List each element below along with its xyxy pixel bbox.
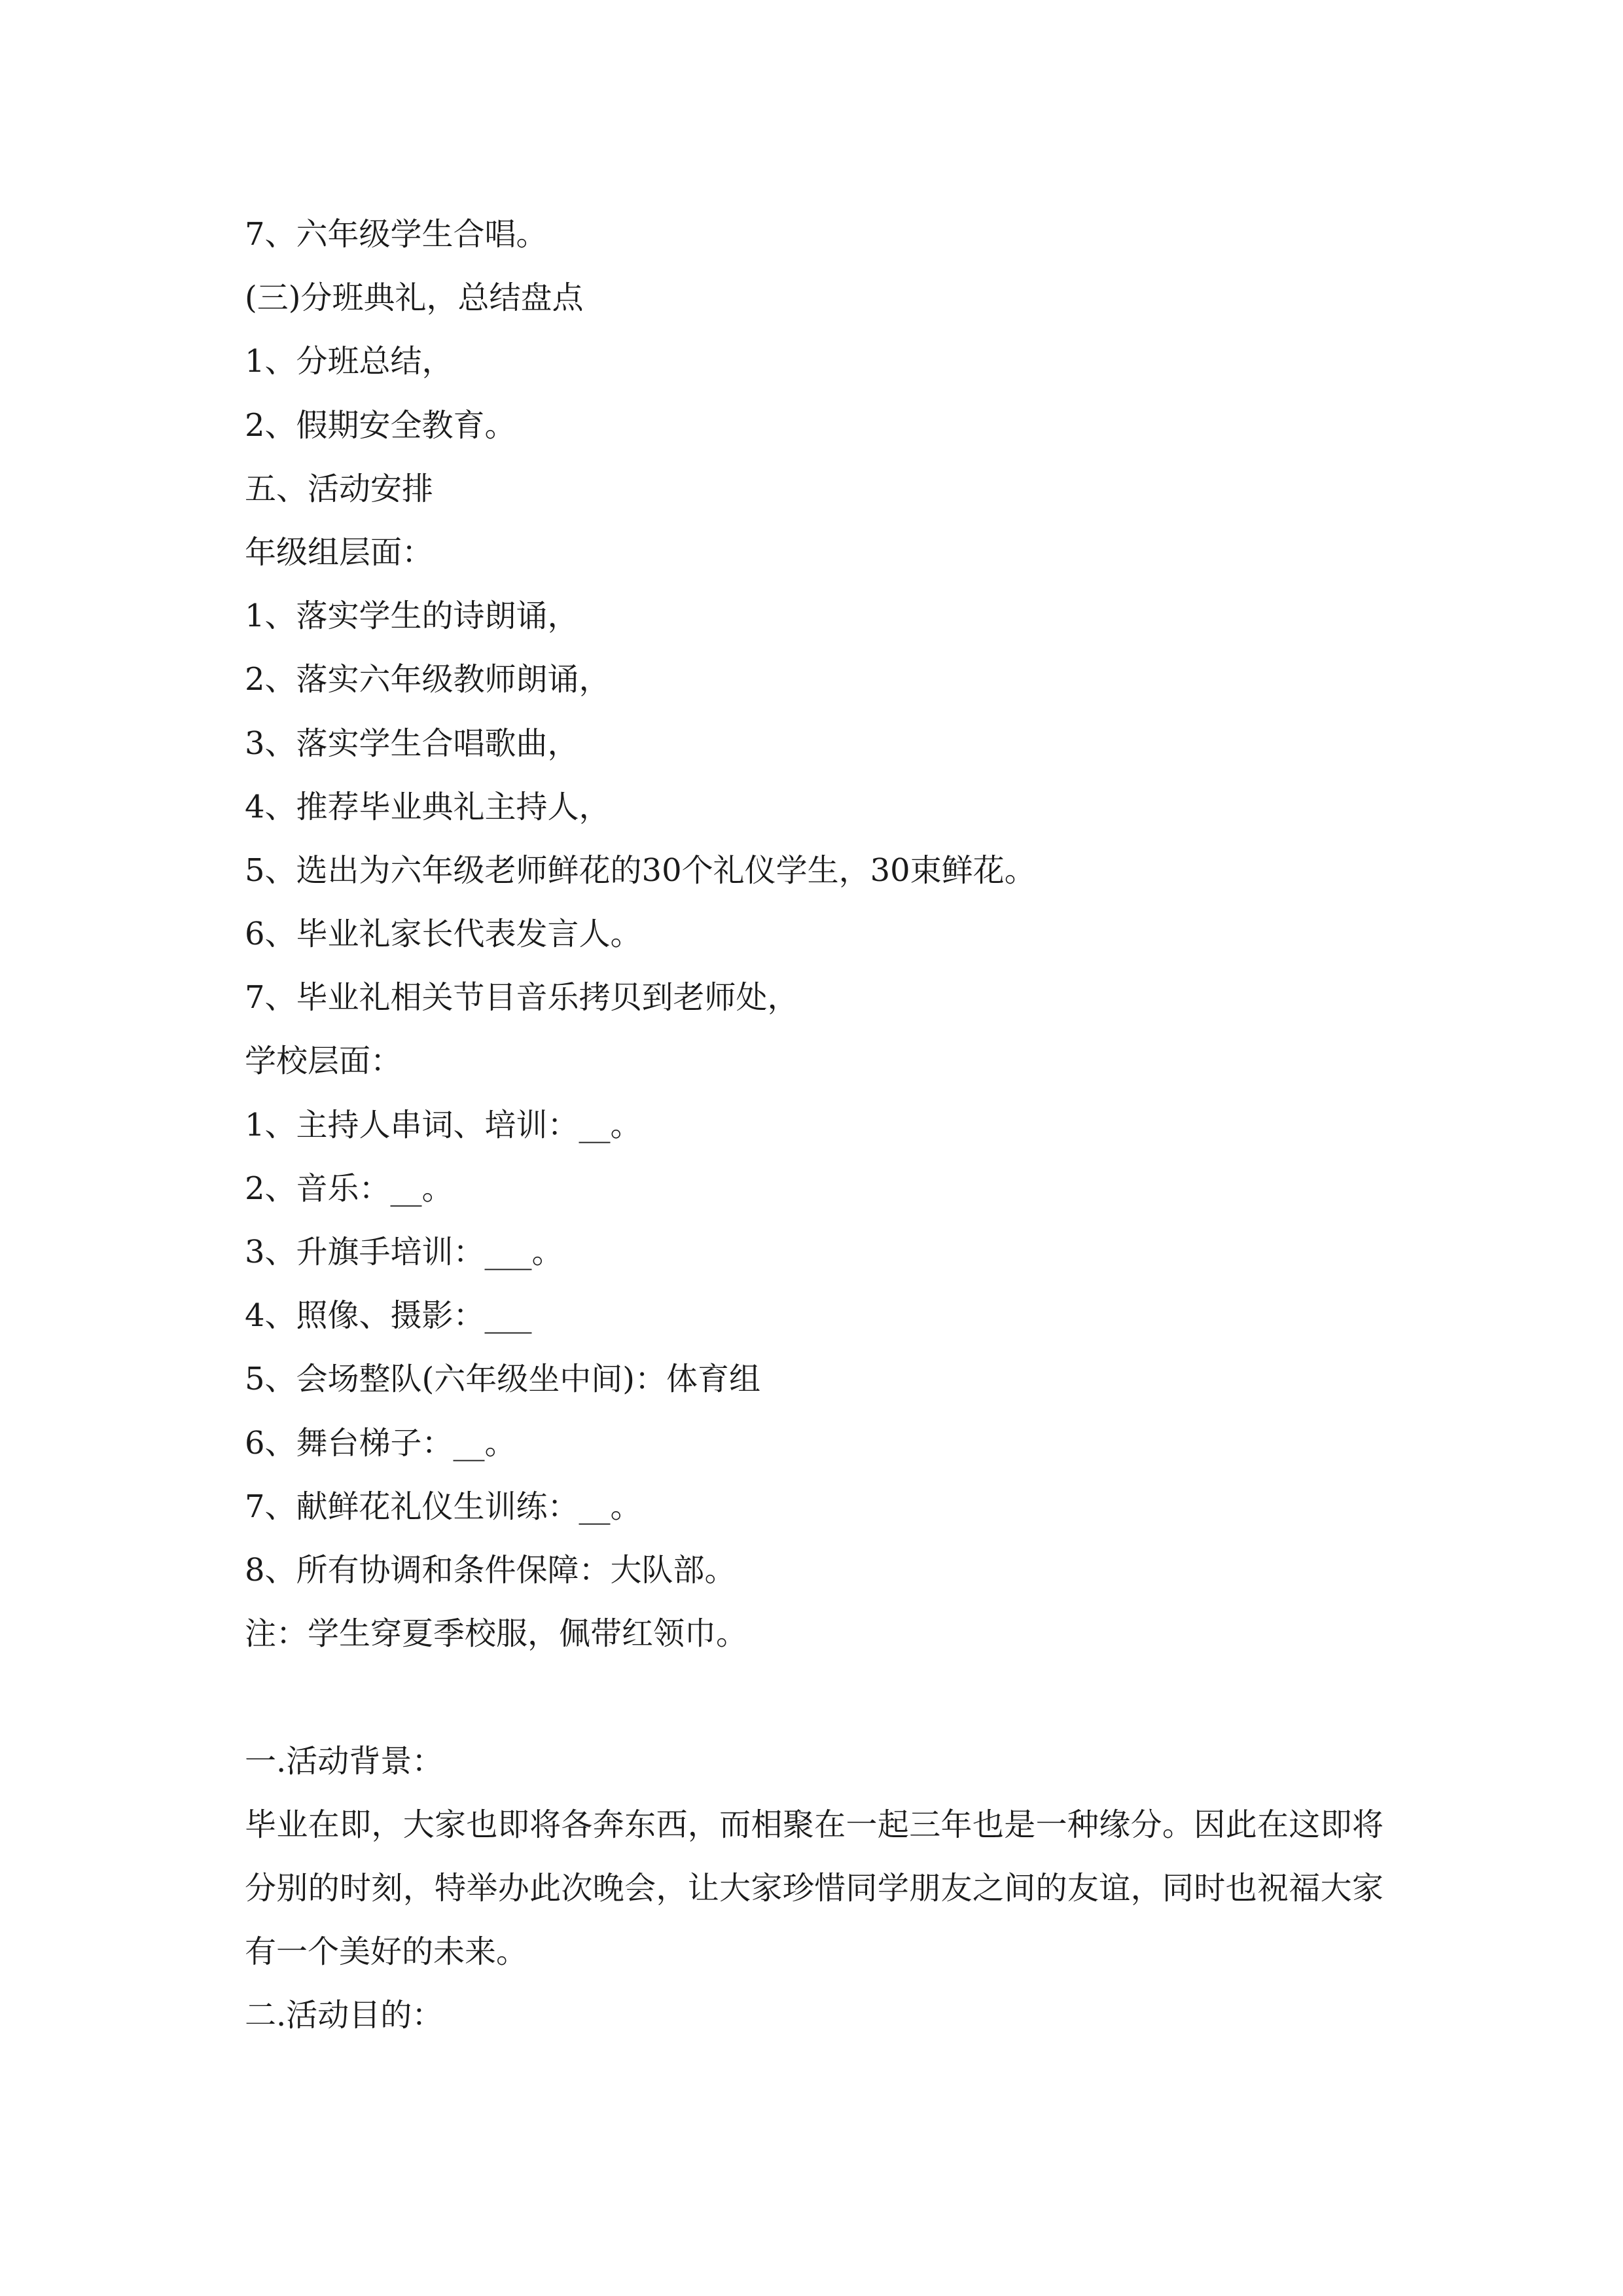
- text-line: 7、毕业礼相关节目音乐拷贝到老师处，: [245, 979, 799, 1016]
- document-body: [245, 203, 1383, 2047]
- text-line: 2、落实六年级教师朗诵，: [245, 661, 611, 698]
- text-line: 5、会场整队(六年级坐中间)：体育组: [245, 1361, 760, 1398]
- text-line: 7、献鲜花礼仪生训练：__。: [245, 1488, 642, 1525]
- body-paragraph: 毕业在即，大家也即将各奔东西，而相聚在一起三年也是一种缘分。因此在这即将分别的时刻，特举办此次晚会，让大家珍惜同学朋友之间的友谊，同时也祝福大家有一个美好的未来。: [245, 1806, 1383, 1971]
- text-line: 6、毕业礼家长代表发言人。: [245, 916, 642, 953]
- section-heading: 一.活动背景：: [245, 1742, 444, 1780]
- text-line: 2、音乐：__。: [245, 1170, 454, 1207]
- subsection-heading: 年级组层面：: [245, 533, 434, 571]
- section-heading: 五、活动安排: [245, 470, 434, 507]
- text-line: 4、推荐毕业典礼主持人，: [245, 788, 611, 825]
- blank-spacer: [245, 1666, 1383, 1729]
- text-line: 1、分班总结，: [245, 343, 454, 380]
- note-line: 注：学生穿夏季校服，佩带红领巾。: [245, 1615, 748, 1653]
- text-line: 1、落实学生的诗朗诵，: [245, 598, 579, 635]
- text-line: 3、升旗手培训：___。: [245, 1234, 563, 1270]
- text-line: 6、舞台梯子：__。: [245, 1424, 516, 1462]
- text-line: 2、假期安全教育。: [245, 406, 516, 444]
- text-line: 3、落实学生合唱歌曲，: [245, 725, 579, 762]
- section-heading: (三)分班典礼，总结盘点: [245, 279, 584, 317]
- text-line: 8、所有协调和条件保障：大队部。: [245, 1551, 736, 1588]
- text-line: 1、主持人串词、培训：__。: [245, 1106, 642, 1143]
- text-line: 5、选出为六年级老师鲜花的30个礼仪学生，30束鲜花。: [245, 852, 1036, 889]
- section-heading: 二.活动目的：: [245, 1997, 444, 2034]
- text-line: 7、六年级学生合唱。: [245, 216, 548, 253]
- subsection-heading: 学校层面：: [245, 1043, 402, 1080]
- text-line: 4、照像、摄影：___: [245, 1297, 532, 1335]
